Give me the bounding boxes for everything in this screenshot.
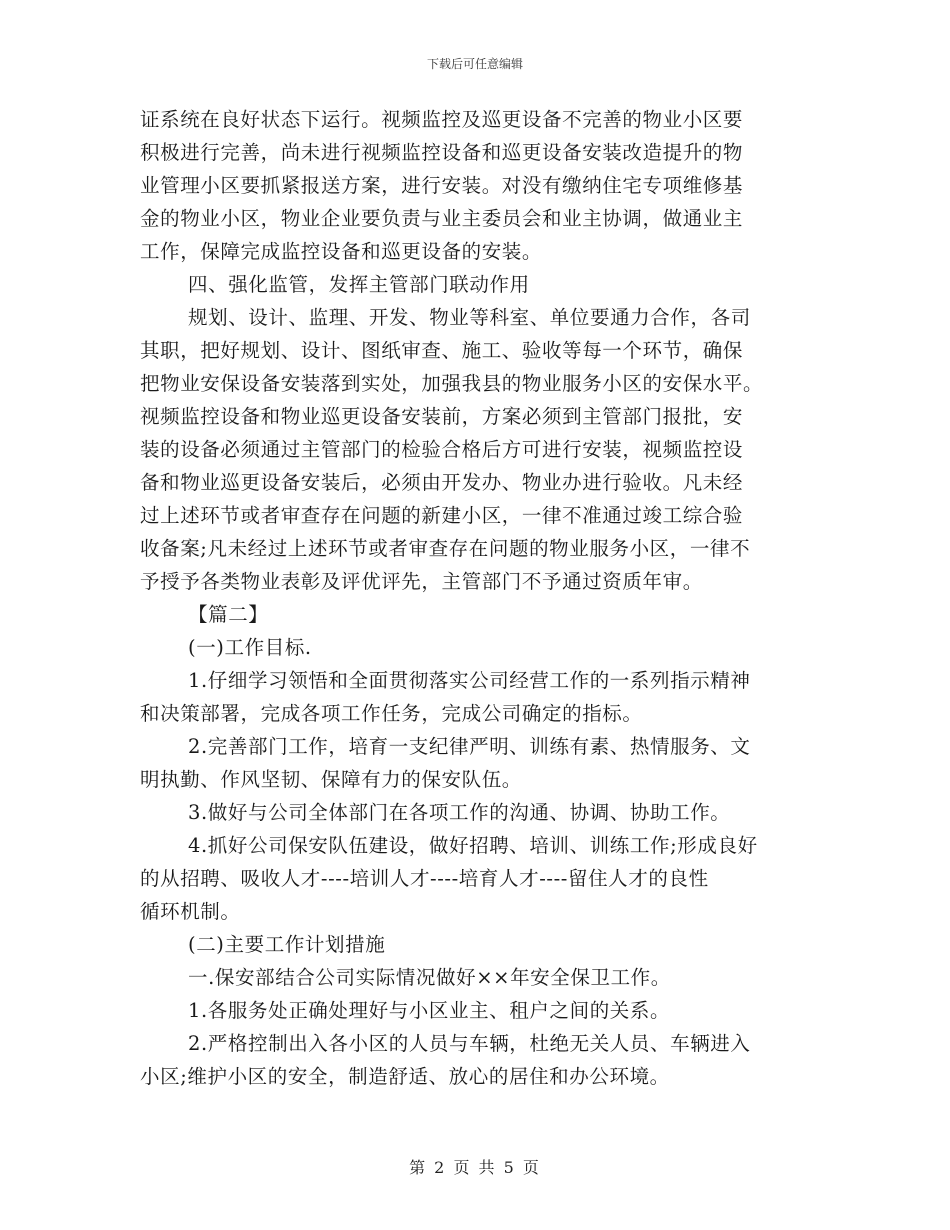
text-line: 小区;维护小区的安全，制造舒适、放心的居住和办公环境。 [140,1065,670,1088]
text-line: 的从招聘、吸收人才----培训人才----培育人才----留住人才的良性 [140,867,709,890]
text-line: 收备案;凡未经过上述环节或者审查存在问题的物业服务小区，一律不 [140,537,751,560]
text-line: (二)主要工作计划措施 [188,933,386,956]
text-line: 【篇二】 [188,603,269,626]
text-line: 明执勤、作风坚韧、保障有力的保安队伍。 [140,768,522,791]
text-line: 4.抓好公司保安队伍建设，做好招聘、培训、训练工作;形成良好 [188,834,758,857]
text-line: 2.完善部门工作，培育一支纪律严明、训练有素、热情服务、文 [188,735,751,758]
text-line: 1.各服务处正确处理好与小区业主、租户之间的关系。 [188,999,671,1022]
text-line: 证系统在良好状态下运行。视频监控及巡更设备不完善的物业小区要 [140,108,744,131]
text-line: 1.仔细学习领悟和全面贯彻落实公司经营工作的一系列指示精神 [188,669,751,692]
text-line: 装的设备必须通过主管部门的检验合格后方可进行安装，视频监控设 [140,438,744,461]
text-line: 备和物业巡更设备安装后，必须由开发办、物业办进行验收。凡未经 [140,471,744,494]
text-line: 2.严格控制出入各小区的人员与车辆，杜绝无关人员、车辆进入 [188,1032,751,1055]
document-body [140,103,820,1093]
text-line: 业管理小区要抓紧报送方案，进行安装。对没有缴纳住宅专项维修基 [140,174,744,197]
text-line: (一)工作目标. [188,636,312,659]
page-footer: 第 2 页 共 5 页 [409,1158,541,1177]
text-line: 金的物业小区，物业企业要负责与业主委员会和业主协调，做通业主 [140,207,744,230]
text-line: 工作，保障完成监控设备和巡更设备的安装。 [140,240,543,263]
text-line: 3.做好与公司全体部门在各项工作的沟通、协调、协助工作。 [188,801,731,824]
text-line: 过上述环节或者审查存在问题的新建小区，一律不准通过竣工综合验 [140,504,744,527]
text-line: 予授予各类物业表彰及评优评先，主管部门不予通过资质年审。 [140,570,703,593]
text-line: 和决策部署，完成各项工作任务，完成公司确定的指标。 [140,702,643,725]
text-line: 循环机制。 [140,900,241,923]
text-line: 把物业安保设备安装落到实处，加强我县的物业服务小区的安保水平。 [140,372,764,395]
text-line: 其职，把好规划、设计、图纸审查、施工、验收等每一个环节，确保 [140,339,744,362]
text-line: 视频监控设备和物业巡更设备安装前，方案必须到主管部门报批，安 [140,405,744,428]
text-line: 积极进行完善，尚未进行视频监控设备和巡更设备安装改造提升的物 [140,141,744,164]
text-line: 一.保安部结合公司实际情况做好××年安全保卫工作。 [188,966,671,989]
page-header: 下载后可任意编辑 [426,57,523,71]
text-line: 四、强化监管，发挥主管部门联动作用 [188,273,530,296]
text-line: 规划、设计、监理、开发、物业等科室、单位要通力合作，各司 [188,306,751,329]
